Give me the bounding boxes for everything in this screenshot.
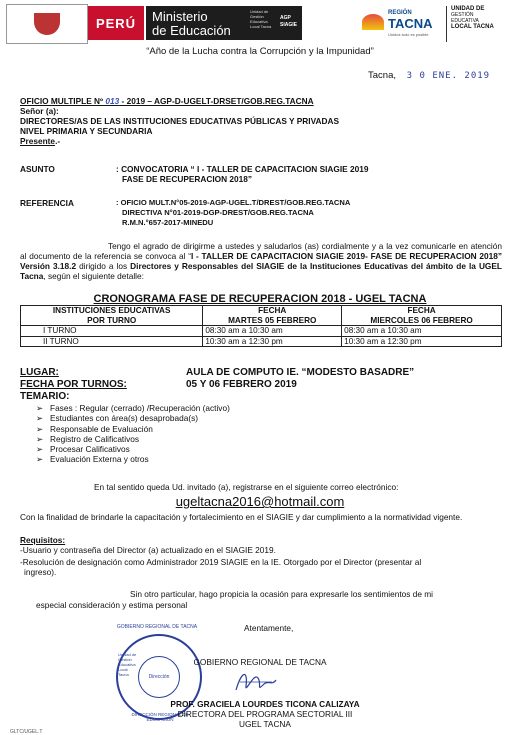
year-motto: “Año de la Lucha contra la Corrupción y la Impunidad” <box>146 46 374 57</box>
col1-line2: POR TURNO <box>87 315 137 325</box>
sun-logo-icon <box>362 14 384 30</box>
body-p1-e: , según el siguiente detalle: <box>43 271 144 281</box>
turno-cell: II TURNO <box>21 336 203 347</box>
presente-tail: .- <box>55 136 61 146</box>
fecha-turnos-label: FECHA POR TURNOS: <box>20 379 127 390</box>
list-item-text: Procesar Calificativos <box>50 444 130 455</box>
region-line1: REGIÓN <box>388 10 412 16</box>
closing-line1: Sin otro particular, hago propicia la ocasión para expresarle los sentimientos de mi <box>130 589 433 599</box>
list-item <box>36 444 230 454</box>
requisito-2: -Resolución de designación como Administrador 2019 SIAGIE en la IE. Otorgado por el Director (presentar al <box>20 557 422 567</box>
temario-list <box>36 403 230 465</box>
list-item <box>36 424 230 434</box>
list-item <box>36 403 230 413</box>
col3-line1: FECHA <box>407 306 436 315</box>
list-item-text: Estudiantes con área(s) desaprobada(s) <box>50 413 199 424</box>
seal-outer-text: GOBIERNO REGIONAL DE TACNA <box>116 624 198 630</box>
temario-label: TEMARIO: <box>20 391 70 402</box>
date-cell: 08:30 am a 10:30 am <box>342 326 502 337</box>
asunto-line2: FASE DE RECUPERACION 2018” <box>122 174 253 184</box>
ugel-line4: LOCAL TACNA <box>451 24 494 30</box>
col2-line1: FECHA <box>258 306 287 315</box>
col-fecha-miercoles <box>342 306 502 326</box>
minedu-brand-block <box>146 6 302 40</box>
ugel-line1: UNIDAD DE <box>451 6 485 12</box>
col3-line2: MIERCOLES 06 FEBRERO <box>370 315 473 325</box>
asunto-label: ASUNTO <box>20 164 55 174</box>
date-place: Tacna, <box>368 70 396 81</box>
requisito-1: -Usuario y contraseña del Director (a) actualizado en el SIAGIE 2019. <box>20 545 276 555</box>
ministerio-line2: de Educación <box>152 23 231 38</box>
date-cell: 10:30 am a 12:30 pm <box>342 336 502 347</box>
recipient-line2: NIVEL PRIMARIA Y SECUNDARIA <box>20 126 153 136</box>
oficio-number-line <box>20 96 314 106</box>
list-item <box>36 454 230 464</box>
list-item-text: Evaluación Externa y otros <box>50 454 149 465</box>
requisitos-label: Requisitos: <box>20 535 66 545</box>
minedu-small-text: Unidad de Gestión Educativa Local Tacna <box>250 9 272 29</box>
lugar-value: AULA DE COMPUTO IE. “MODESTO BASADRE” <box>186 367 415 378</box>
presente-word: Presente <box>20 136 56 146</box>
arrow-bullet-icon: ➢ <box>36 423 43 434</box>
col-instituciones <box>21 306 203 326</box>
ugel-line3: EDUCATIVA <box>451 18 479 24</box>
region-line2: TACNA <box>388 16 433 31</box>
arrow-bullet-icon: ➢ <box>36 454 43 465</box>
body-p1-c: dirigido a los <box>76 261 131 271</box>
cronograma-table <box>20 305 502 347</box>
purpose-paragraph: Con la finalidad de brindarle la capacitación y fortalecimiento en el SIAGIE y dar cumplimiento a la normatividad vigente. <box>20 512 463 522</box>
recipient-line1: DIRECTORES/AS DE LAS INSTITUCIONES EDUCATIVAS PÚBLICAS Y PRIVADAS <box>20 116 340 126</box>
lugar-label: LUGAR: <box>20 367 59 378</box>
signature-role: DIRECTORA DEL PROGRAMA SECTORIAL III <box>177 709 353 719</box>
date-cell: 10:30 am a 12:30 pm <box>203 336 342 347</box>
oficio-suffix: - 2019 – AGP-D-UGELT-DRSET/GOB.REG.TACNA <box>121 96 314 106</box>
ugel-line2: GESTIÓN <box>451 12 474 18</box>
date-stamp: 3 0 ENE. 2019 <box>406 71 491 81</box>
arrow-bullet-icon: ➢ <box>36 403 43 413</box>
cronograma-title: CRONOGRAMA FASE DE RECUPERACION 2018 - UGEL TACNA <box>93 293 427 305</box>
seal-mid-text: Unidad de Gestión Educativa Local Tacna <box>118 652 137 677</box>
recipient-senor: Señor (a): <box>20 106 59 116</box>
oficio-handwritten-number: 013 <box>105 96 120 106</box>
closing-line2: especial consideración y estima personal <box>36 600 188 610</box>
list-item-text: Responsable de Evaluación <box>50 423 153 434</box>
fecha-turnos-value: 05 Y 06 FEBRERO 2019 <box>186 379 297 390</box>
date-cell: 08:30 am a 10:30 am <box>203 326 342 337</box>
signature-gob: GOBIERNO REGIONAL DE TACNA <box>193 657 327 667</box>
seal-inner-text: Dirección <box>148 674 170 680</box>
list-item-text: Registro de Calificativos <box>50 433 139 444</box>
presente-line <box>20 136 60 146</box>
arrow-bullet-icon: ➢ <box>36 413 43 424</box>
agp-line2: SIAGIE <box>280 22 297 28</box>
peru-brand-block: PERÚ <box>88 6 144 40</box>
col2-line2: MARTES 05 FEBRERO <box>228 315 317 325</box>
handwritten-signature <box>232 668 278 696</box>
ministerio-line1: Ministerio <box>152 9 208 24</box>
arrow-bullet-icon: ➢ <box>36 444 43 455</box>
table-header-row <box>21 306 502 326</box>
email-link[interactable]: ugeltacna2016@hotmail.com <box>175 494 345 509</box>
shield-icon <box>34 13 60 35</box>
col1-line1: INSTITUCIONES EDUCATIVAS <box>52 306 171 315</box>
signature-org: UGEL TACNA <box>239 719 291 729</box>
list-item-text: Fases : Regular (cerrado) /Recuperación (activo) <box>50 403 230 413</box>
referencia-label: REFERENCIA <box>20 198 74 208</box>
turno-cell: I TURNO <box>21 326 203 337</box>
body-paragraph <box>20 241 502 281</box>
requisito-2-cont: ingreso). <box>24 567 57 577</box>
referencia-line2: DIRECTIVA N°01-2019-DGP-DREST/GOB.REG.TACNA <box>122 208 314 217</box>
agp-line1: AGP <box>280 15 291 21</box>
asunto-line1: : CONVOCATORIA “ I - TALLER DE CAPACITACION SIAGIE 2019 <box>116 164 369 174</box>
list-item <box>36 434 230 444</box>
referencia-line3: R.M.N.°657-2017-MINEDU <box>122 218 214 227</box>
referencia-line1: : OFICIO MULT.N°05-2019-AGP-UGEL.T/DREST/GOB.REG.TACNA <box>116 198 351 207</box>
table-row <box>21 336 502 347</box>
signature-name: PROF. GRACIELA LOURDES TICONA CALIZAYA <box>170 699 360 709</box>
agp-siagie-label <box>280 15 297 29</box>
body-p1-b: I - TALLER DE CAPACITACION SIAGIE 2019- FASE DE RECUPERACION 2018” Versión 3.18.2 <box>20 251 503 271</box>
atentamente: Atentamente, <box>244 623 294 633</box>
body-p1-d: Directores y Responsables del SIAGIE de la Instituciones Educativas del ámbito de la UGEL Tacna <box>20 261 502 281</box>
body-p1-a: Tengo el agrado de dirigirme a ustedes y saludarlos (as) cordialmente y a la vez comunicarle en atención al documento de la referencia se convoca al “ <box>20 241 502 261</box>
date-line <box>368 70 490 81</box>
list-item <box>36 413 230 423</box>
invite-text: En tal sentido queda Ud. invitado (a), registrarse en el siguiente correo electrónico: <box>94 482 399 492</box>
region-tacna-logo <box>358 6 440 42</box>
oficio-prefix: OFICIO MULTIPLE Nº <box>20 96 104 106</box>
footer-initials: GLTC/UGEL.T <box>10 729 43 735</box>
ugel-logo-text <box>446 6 511 42</box>
arrow-bullet-icon: ➢ <box>36 433 43 444</box>
seal-bottom-text: DIRECCIÓN REGIONAL DE EDUCACIÓN <box>131 712 189 722</box>
peru-coat-of-arms <box>6 4 88 44</box>
col-fecha-martes <box>203 306 342 326</box>
table-row <box>21 326 502 337</box>
region-slogan: Unidos todo es posible <box>388 32 429 37</box>
